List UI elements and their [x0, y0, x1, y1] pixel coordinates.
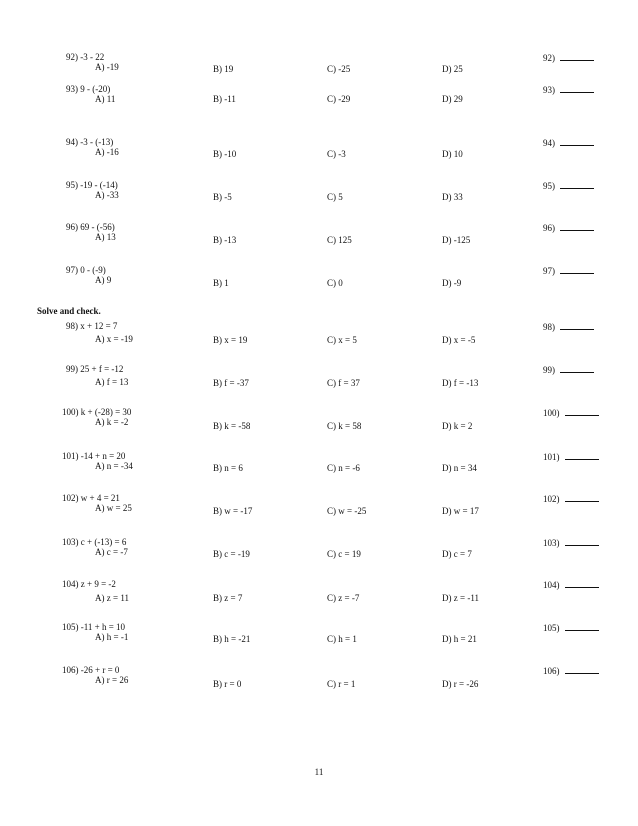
option-c: C) z = -7	[327, 593, 360, 603]
question-99	[0, 364, 638, 400]
option-d: D) k = 2	[442, 421, 473, 431]
answer-blank[interactable]	[543, 493, 599, 504]
option-a: A) n = -34	[95, 461, 133, 471]
answer-label: 98)	[543, 322, 555, 332]
answer-line	[560, 137, 594, 146]
option-b: B) 1	[213, 278, 229, 288]
option-c: C) -29	[327, 94, 351, 104]
answer-label: 94)	[543, 138, 555, 148]
question-104	[0, 579, 638, 615]
answer-label: 92)	[543, 53, 555, 63]
question-94	[0, 137, 638, 173]
option-b: B) r = 0	[213, 679, 242, 689]
answer-line	[560, 52, 594, 61]
option-b: B) f = -37	[213, 378, 249, 388]
option-d: D) x = -5	[442, 335, 476, 345]
option-d: D) 10	[442, 149, 463, 159]
question-stem: 93) 9 - (-20)	[66, 84, 111, 94]
option-d: D) z = -11	[442, 593, 479, 603]
option-c: C) x = 5	[327, 335, 357, 345]
answer-blank[interactable]	[543, 579, 599, 590]
answer-line	[565, 537, 599, 546]
answer-blank[interactable]	[543, 451, 599, 462]
answer-line	[565, 665, 599, 674]
question-95	[0, 180, 638, 216]
question-105	[0, 622, 638, 658]
option-b: B) x = 19	[213, 335, 248, 345]
answer-line	[565, 579, 599, 588]
option-a: A) f = 13	[95, 377, 129, 387]
option-b: B) h = -21	[213, 634, 251, 644]
option-d: D) w = 17	[442, 506, 479, 516]
answer-label: 93)	[543, 85, 555, 95]
question-stem: 98) x + 12 = 7	[66, 321, 118, 331]
question-101	[0, 451, 638, 487]
answer-line	[560, 321, 594, 330]
question-stem: 99) 25 + f = -12	[66, 364, 124, 374]
answer-label: 102)	[543, 494, 560, 504]
option-d: D) c = 7	[442, 549, 472, 559]
question-98	[0, 321, 638, 357]
answer-line	[565, 407, 599, 416]
question-stem: 94) -3 - (-13)	[66, 137, 114, 147]
option-a: A) -33	[95, 190, 119, 200]
question-stem: 102) w + 4 = 21	[62, 493, 120, 503]
question-stem: 103) c + (-13) = 6	[62, 537, 127, 547]
question-106	[0, 665, 638, 701]
option-d: D) n = 34	[442, 463, 477, 473]
option-d: D) f = -13	[442, 378, 479, 388]
option-c: C) -3	[327, 149, 346, 159]
option-c: C) 5	[327, 192, 343, 202]
answer-line	[565, 493, 599, 502]
option-b: B) -5	[213, 192, 232, 202]
question-stem: 96) 69 - (-56)	[66, 222, 115, 232]
question-102	[0, 493, 638, 529]
option-c: C) 0	[327, 278, 343, 288]
option-c: C) r = 1	[327, 679, 356, 689]
answer-line	[560, 265, 594, 274]
option-d: D) r = -26	[442, 679, 479, 689]
answer-blank[interactable]	[543, 665, 599, 676]
option-d: D) 33	[442, 192, 463, 202]
option-a: A) 9	[95, 275, 112, 285]
answer-blank[interactable]	[543, 407, 599, 418]
option-b: B) -13	[213, 235, 237, 245]
option-a: A) k = -2	[95, 417, 129, 427]
option-b: B) n = 6	[213, 463, 243, 473]
option-c: C) -25	[327, 64, 351, 74]
option-a: A) -16	[95, 147, 119, 157]
answer-label: 101)	[543, 452, 560, 462]
question-stem: 106) -26 + r = 0	[62, 665, 120, 675]
answer-blank[interactable]	[543, 537, 599, 548]
option-a: A) c = -7	[95, 547, 128, 557]
answer-blank[interactable]	[543, 222, 594, 233]
question-92	[0, 52, 638, 88]
option-a: A) h = -1	[95, 632, 129, 642]
answer-blank[interactable]	[543, 52, 594, 63]
option-a: A) 11	[95, 94, 116, 104]
option-b: B) c = -19	[213, 549, 250, 559]
answer-label: 106)	[543, 666, 560, 676]
option-c: C) c = 19	[327, 549, 361, 559]
option-c: C) 125	[327, 235, 352, 245]
section-heading: Solve and check.	[37, 306, 101, 316]
answer-blank[interactable]	[543, 265, 594, 276]
option-a: A) 13	[95, 232, 116, 242]
answer-blank[interactable]	[543, 137, 594, 148]
option-d: D) 25	[442, 64, 463, 74]
option-c: C) k = 58	[327, 421, 362, 431]
answer-label: 103)	[543, 538, 560, 548]
option-a: A) w = 25	[95, 503, 132, 513]
answer-line	[560, 84, 594, 93]
option-c: C) h = 1	[327, 634, 357, 644]
question-stem: 95) -19 - (-14)	[66, 180, 118, 190]
answer-label: 100)	[543, 408, 560, 418]
answer-blank[interactable]	[543, 321, 594, 332]
option-b: B) z = 7	[213, 593, 243, 603]
option-b: B) -11	[213, 94, 236, 104]
option-d: D) -125	[442, 235, 471, 245]
option-d: D) h = 21	[442, 634, 477, 644]
option-b: B) w = -17	[213, 506, 253, 516]
option-c: C) w = -25	[327, 506, 367, 516]
answer-line	[560, 180, 594, 189]
question-stem: 100) k + (-28) = 30	[62, 407, 132, 417]
question-stem: 97) 0 - (-9)	[66, 265, 106, 275]
option-d: D) 29	[442, 94, 463, 104]
option-b: B) k = -58	[213, 421, 251, 431]
question-103	[0, 537, 638, 573]
question-96	[0, 222, 638, 258]
question-stem: 101) -14 + n = 20	[62, 451, 126, 461]
answer-line	[565, 451, 599, 460]
answer-label: 105)	[543, 623, 560, 633]
option-a: A) -19	[95, 62, 119, 72]
option-b: B) 19	[213, 64, 234, 74]
question-stem: 92) -3 - 22	[66, 52, 105, 62]
answer-blank[interactable]	[543, 84, 594, 95]
page-number: 11	[314, 767, 324, 777]
answer-label: 104)	[543, 580, 560, 590]
question-100	[0, 407, 638, 443]
answer-line	[560, 364, 594, 373]
question-stem: 104) z + 9 = -2	[62, 579, 116, 589]
option-d: D) -9	[442, 278, 462, 288]
answer-label: 97)	[543, 266, 555, 276]
option-a: A) r = 26	[95, 675, 129, 685]
answer-line	[560, 222, 594, 231]
answer-label: 96)	[543, 223, 555, 233]
option-b: B) -10	[213, 149, 237, 159]
answer-label: 95)	[543, 181, 555, 191]
answer-blank[interactable]	[543, 364, 594, 375]
option-a: A) z = 11	[95, 593, 129, 603]
option-c: C) n = -6	[327, 463, 360, 473]
answer-label: 99)	[543, 365, 555, 375]
answer-blank[interactable]	[543, 622, 599, 633]
answer-blank[interactable]	[543, 180, 594, 191]
option-c: C) f = 37	[327, 378, 360, 388]
question-stem: 105) -11 + h = 10	[62, 622, 126, 632]
answer-line	[565, 622, 599, 631]
question-97	[0, 265, 638, 301]
option-a: A) x = -19	[95, 334, 133, 344]
question-93	[0, 84, 638, 120]
